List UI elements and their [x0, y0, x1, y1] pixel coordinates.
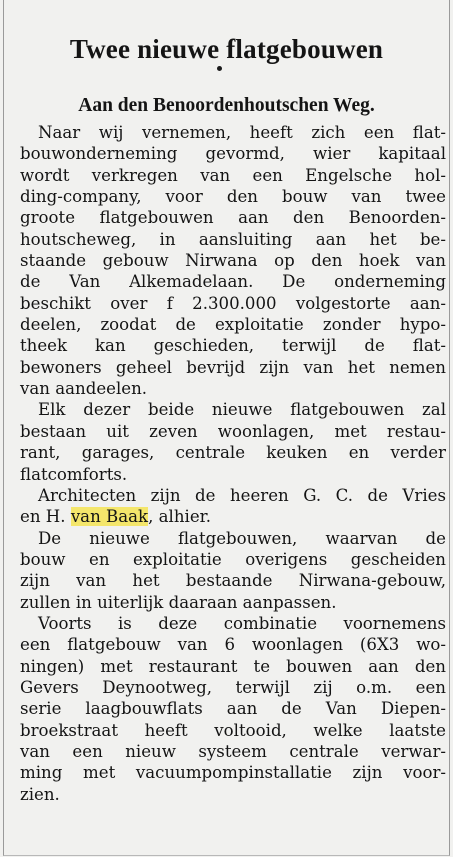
text-line: ming met vacuumpompinstallatie zijn voor- — [20, 763, 446, 783]
text-line: Elk dezer beide nieuwe flatgebouwen zal — [38, 400, 446, 420]
text-line: beschikt over f 2.300.000 volgestorte aan- — [20, 293, 446, 313]
text-line: van een nieuw systeem centrale verwar- — [20, 741, 446, 761]
text-line: wordt verkregen van een Engelsche hol- — [20, 165, 446, 185]
text-line: bouw en exploitatie overigens gescheiden — [20, 549, 446, 569]
text-line: staande gebouw Nirwana op den hoek van — [20, 251, 446, 271]
text-line: Voorts is deze combinatie voornemens — [38, 613, 446, 633]
text-line: bewoners geheel bevrijd zijn van het nemen — [20, 357, 446, 377]
text-line: De nieuwe flatgebouwen, waarvan de — [38, 528, 446, 548]
text-line: zien. — [20, 784, 60, 804]
text-line: een flatgebouw van 6 woonlagen (6X3 wo- — [20, 635, 446, 655]
text-line: Naar wij vernemen, heeft zich een flat- — [38, 123, 446, 142]
text-line: groote flatgebouwen aan den Benoorden- — [20, 208, 446, 228]
text-line: ding-company, voor den bouw van twee — [20, 187, 446, 207]
text-line: Gevers Deynootweg, terwijl zij o.m. een — [20, 677, 446, 697]
text-line: deelen, zoodat de exploitatie zonder hypo- — [20, 315, 446, 335]
text-line: bouwonderneming gevormd, wier kapitaal — [20, 144, 446, 164]
highlighted-name: van Baak — [70, 507, 149, 527]
text-line: en H. van Baak, alhier. — [20, 507, 212, 527]
headline: Twee nieuwe flatgebouwen — [69, 34, 384, 64]
text-line: van aandeelen. — [20, 379, 148, 399]
article-body — [20, 122, 446, 805]
text-line: flatcomforts. — [20, 464, 128, 484]
text-line: zijn van het bestaande Nirwana-gebouw, — [20, 571, 446, 591]
text-line: houtscheweg, in aansluiting aan het be- — [20, 229, 446, 249]
text-line: ningen) met restaurant te bouwen aan den — [20, 656, 446, 676]
article-frame — [3, 0, 450, 856]
ornament-dot — [217, 66, 222, 71]
text-line: serie laagbouwflats aan de Van Diepen- — [20, 699, 446, 719]
text-line: Architecten zijn de heeren G. C. de Vries — [38, 485, 446, 505]
text-line: de Van Alkemadelaan. De onderneming — [20, 272, 446, 292]
text-line: bestaan uit zeven woonlagen, met restau- — [20, 421, 446, 441]
text-line: zullen in uiterlijk daaraan aanpassen. — [20, 592, 337, 612]
text-line: theek kan geschieden, terwijl de flat- — [20, 336, 446, 356]
subheadline: Aan den Benoordenhoutschen Weg. — [78, 95, 375, 116]
text-line: rant, garages, centrale keuken en verder — [20, 443, 446, 463]
text-line: broekstraat heeft voltooid, welke laatste — [20, 720, 446, 740]
